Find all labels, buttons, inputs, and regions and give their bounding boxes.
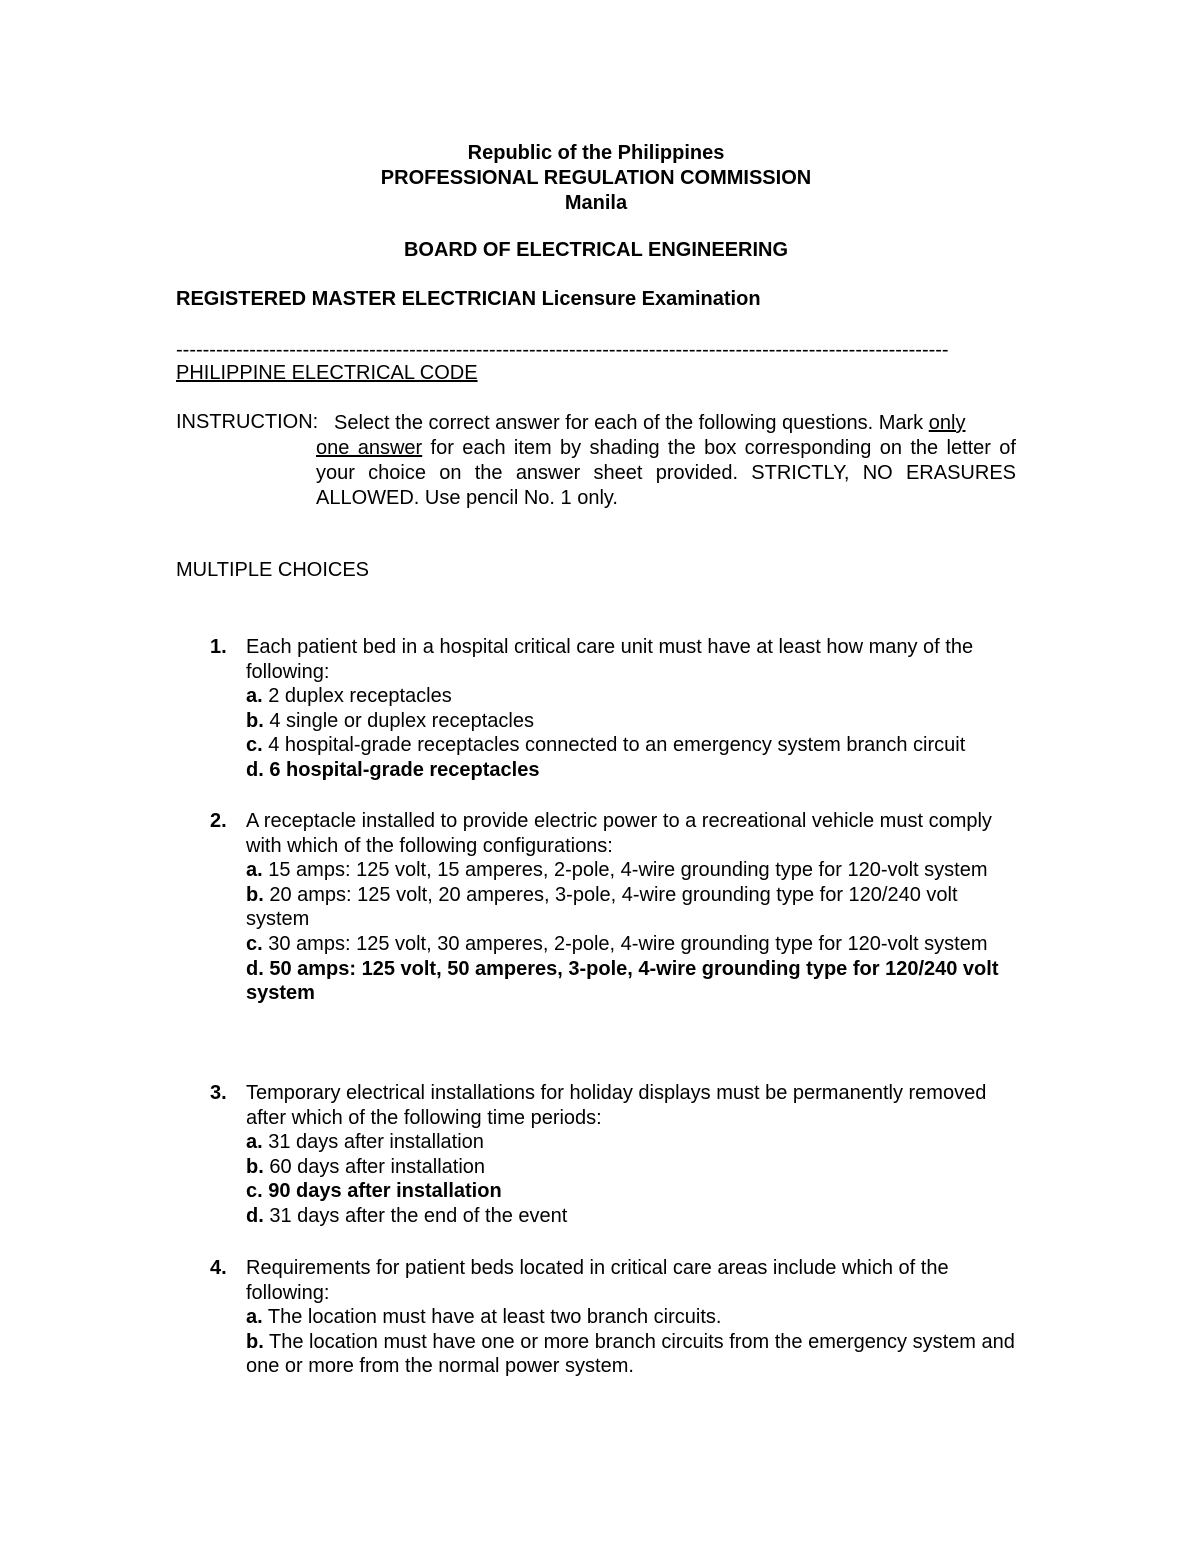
choice-d-correct: d. 50 amps: 125 volt, 50 amperes, 3-pole, 4-wire grounding type for 120/240 volt system [246,957,999,1005]
choice-a: a. 31 days after installation [246,1131,484,1154]
exam-title [176,288,761,311]
question-number: 1. [210,636,227,658]
instruction-part2: for each item by shading the box corresponding on the letter of your choice on the answer sheet provided. STRICTLY, NO ERASURES ALLOWED. Use pencil No. 1 only. [316,437,1016,509]
question-2 [210,809,1020,1006]
instruction-underline-one-answer: one answer [316,437,423,459]
multiple-choices-label: MULTIPLE CHOICES [176,559,369,581]
exam-title-bold: REGISTERED MASTER ELECTRICIAN [176,288,537,310]
question-4 [210,1256,1020,1379]
section-title: PHILIPPINE ELECTRICAL CODE [176,362,478,384]
choice-b: b. 20 amps: 125 volt, 20 amperes, 3-pole, 4-wire grounding type for 120/240 volt system [246,883,958,931]
board-title: BOARD OF ELECTRICAL ENGINEERING [403,239,789,261]
instruction-text [316,411,1016,511]
question-1 [210,635,1020,783]
instruction-part1: Select the correct answer for each of the following questions. Mark [334,412,929,434]
question-text: Requirements for patient beds located in critical care areas include which of the following: [246,1257,949,1304]
choice-c-correct: c. 90 days after installation [246,1180,502,1203]
question-text: Temporary electrical installations for holiday displays must be permanently removed after which of the following time periods: [246,1082,987,1129]
separator-line: -------------------------------------------------------------------------------------------------------------------- [176,339,949,361]
choice-b: b. 4 single or duplex receptacles [246,709,534,732]
question-text: A receptacle installed to provide electric power to a recreational vehicle must comply with which of the following configurations: [246,810,992,857]
document-header [0,141,1192,216]
question-number: 4. [210,1257,227,1279]
choice-c: c. 4 hospital-grade receptacles connected to an emergency system branch circuit [246,734,966,757]
header-country: Republic of the Philippines [467,142,725,164]
choice-a: a. 15 amps: 125 volt, 15 amperes, 2-pole, 4-wire grounding type for 120-volt system [246,859,988,882]
choice-d-correct: d. 6 hospital-grade receptacles [246,758,540,781]
header-city: Manila [564,192,628,214]
choice-d: d. 31 days after the end of the event [246,1204,568,1227]
choice-c: c. 30 amps: 125 volt, 30 amperes, 2-pole, 4-wire grounding type for 120-volt system [246,932,988,955]
choice-b: b. 60 days after installation [246,1155,486,1178]
header-commission: PROFESSIONAL REGULATION COMMISSION [380,167,812,189]
choice-a: a. The location must have at least two branch circuits. [246,1306,722,1329]
instruction-label: INSTRUCTION: [176,411,319,433]
question-3 [210,1081,1020,1229]
exam-title-rest: Licensure Examination [536,288,761,310]
question-number: 3. [210,1082,227,1104]
choice-a: a. 2 duplex receptacles [246,685,452,708]
instruction-underline-only: only [928,412,966,434]
choice-b: b. The location must have one or more branch circuits from the emergency system and one or more from the normal power system. [246,1330,1015,1378]
question-text: Each patient bed in a hospital critical care unit must have at least how many of the following: [246,636,974,683]
question-number: 2. [210,810,227,832]
